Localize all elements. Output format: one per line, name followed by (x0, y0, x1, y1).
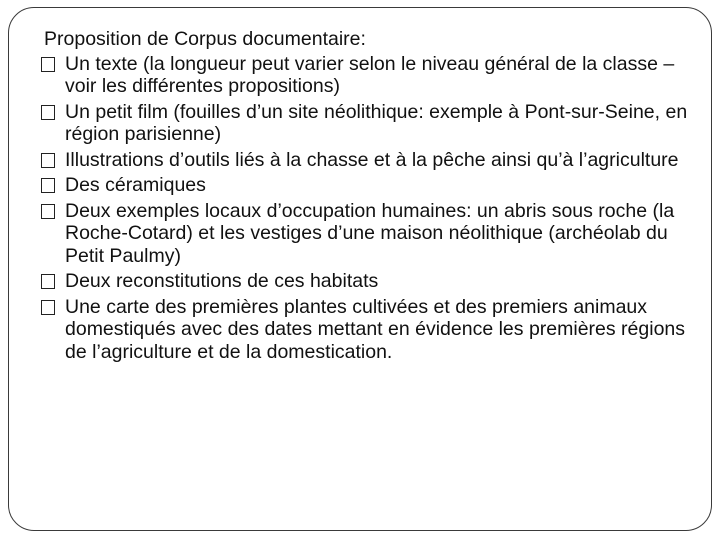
list-item-text: Illustrations d’outils liés à la chasse et à la pêche ainsi qu’à l’agriculture (65, 148, 679, 171)
empty-square-icon (41, 105, 55, 120)
list-item-text: Deux reconstitutions de ces habitats (65, 270, 379, 292)
empty-square-icon (41, 153, 55, 168)
list-item-text: Des céramiques (65, 174, 206, 196)
list-item (44, 101, 694, 146)
empty-square-icon (41, 57, 55, 72)
empty-square-icon (41, 300, 55, 315)
empty-square-icon (41, 274, 55, 289)
empty-square-icon (41, 204, 55, 219)
list-item (44, 149, 694, 172)
list-item-text: Une carte des premières plantes cultivées et des premiers animaux domestiqués avec des dates mettant en évidence les premières régions de l’agriculture et de la domestication. (65, 295, 686, 363)
list-item (44, 53, 694, 98)
list-item-text: Un petit film (fouilles d’un site néolithique: exemple à Pont-sur-Seine, en région parisienne) (65, 100, 688, 145)
bullet-list (44, 53, 694, 364)
empty-square-icon (41, 178, 55, 193)
list-item (44, 200, 694, 268)
list-item (44, 270, 694, 293)
list-item-text: Deux exemples locaux d’occupation humaines: un abris sous roche (la Roche-Cotard) et les vestiges d’une maison néolithique (archéolab du Petit Paulmy) (65, 199, 675, 267)
slide-heading: Proposition de Corpus documentaire: (44, 28, 366, 50)
list-item (44, 174, 694, 197)
slide-content (44, 28, 694, 366)
list-item (44, 296, 694, 364)
list-item-text: Un texte (la longueur peut varier selon le niveau général de la classe – voir les différentes propositions) (65, 52, 675, 97)
